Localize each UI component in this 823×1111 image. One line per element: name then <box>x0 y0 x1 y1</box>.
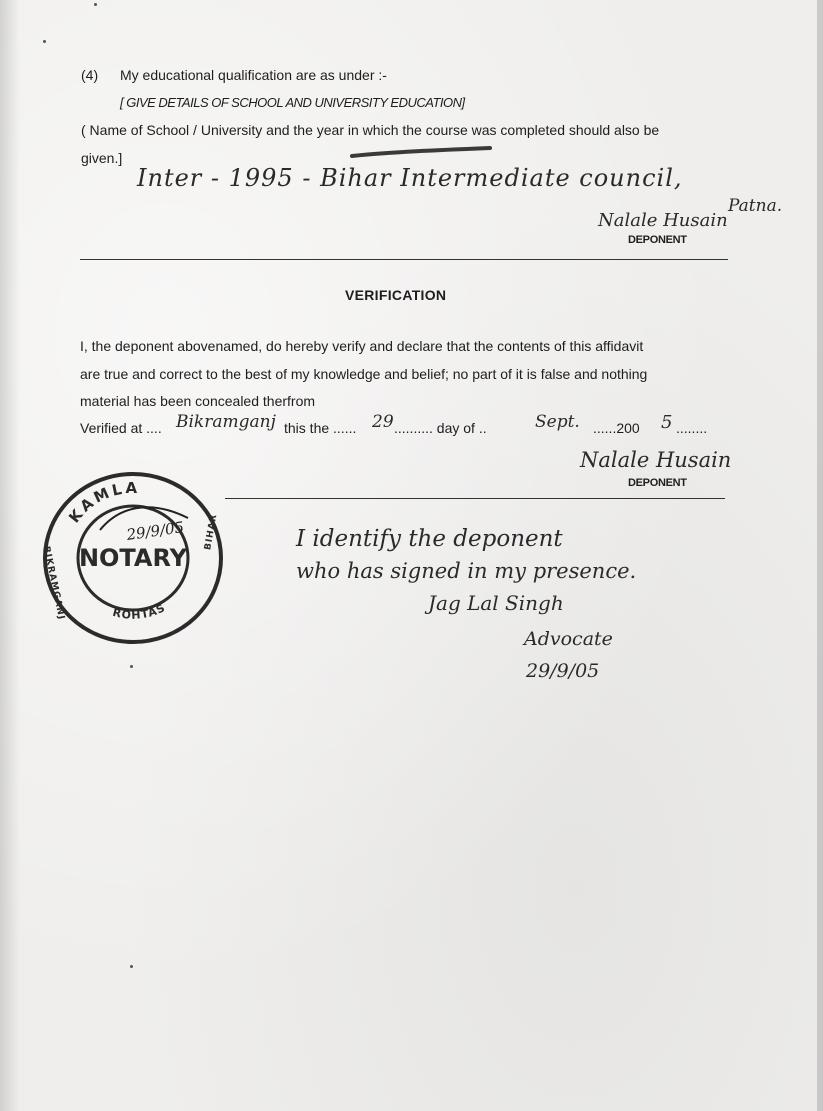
item-note-line2: given.] <box>81 150 123 166</box>
stamp-left-text: BIKRAMGANJ <box>40 545 67 622</box>
paper-speck <box>94 3 97 6</box>
verified-prefix: Verified at .... <box>80 420 162 436</box>
svg-text:ROHTAS <box>111 601 167 622</box>
stamp-center-text: NOTARY <box>78 544 188 572</box>
deponent-signature-top: Nalale Husain <box>598 210 728 231</box>
item-note-line1: ( Name of School / University and the year in which the course was completed should also be <box>81 122 660 138</box>
stamp-bottom-text: ROHTAS <box>111 601 168 622</box>
deponent-label-bottom: DEPONENT <box>628 477 687 489</box>
signature-divider <box>225 498 725 499</box>
pen-scribble-mark <box>350 144 495 160</box>
deponent-signature-bottom: Nalale Husain <box>580 448 732 472</box>
advocate-note-line1: I identify the deponent <box>296 526 563 552</box>
paper-speck <box>130 965 133 968</box>
item-text: My educational qualification are as under :- <box>120 67 387 83</box>
verification-line2: are true and correct to the best of my knowledge and belief; no part of it is false and nothing <box>80 366 648 382</box>
advocate-signature: Jag Lal Singh <box>428 591 564 615</box>
stamp-handwritten-date: 29/9/05 <box>125 518 186 544</box>
verified-trailing-dots: ........ <box>676 420 708 436</box>
paper-fold-shadow <box>0 0 20 1111</box>
paper-speck <box>130 665 133 668</box>
verified-day-of: .......... day of .. <box>394 420 487 436</box>
stamp-right-text: BIHAR <box>203 513 220 551</box>
verified-this-the: this the ...... <box>284 420 357 436</box>
verified-day: 29 <box>372 412 394 432</box>
verified-place: Bikramganj <box>176 412 276 432</box>
verification-heading: VERIFICATION <box>345 287 447 303</box>
verified-year: 5 <box>661 412 673 433</box>
verification-line1: I, the deponent abovenamed, do hereby verify and declare that the contents of this affidavit <box>80 338 644 354</box>
handwritten-place: Patna. <box>728 196 783 216</box>
verified-month: Sept. <box>535 412 580 432</box>
svg-text:KAMLA <box>65 479 140 526</box>
advocate-note-line2: who has signed in my presence. <box>296 559 637 583</box>
advocate-date: 29/9/05 <box>526 660 600 682</box>
verification-line3: material has been concealed therfrom <box>80 393 316 409</box>
paper-speck <box>43 40 46 43</box>
handwritten-qualification: Inter - 1995 - Bihar Intermediate council, <box>137 164 683 192</box>
svg-text:BIKRAMGANJ <box>41 545 66 621</box>
paper-edge <box>817 0 823 1111</box>
verified-year-prefix: ......200 <box>593 420 640 436</box>
stamp-top-text: KAMLA <box>65 479 141 527</box>
notary-stamp <box>38 468 228 646</box>
item-number: (4) <box>81 67 99 83</box>
section-divider <box>80 259 728 260</box>
item-instruction: [ GIVE DETAILS OF SCHOOL AND UNIVERSITY EDUCATION] <box>120 95 465 110</box>
deponent-label-top: DEPONENT <box>628 234 687 246</box>
advocate-title: Advocate <box>524 628 613 650</box>
